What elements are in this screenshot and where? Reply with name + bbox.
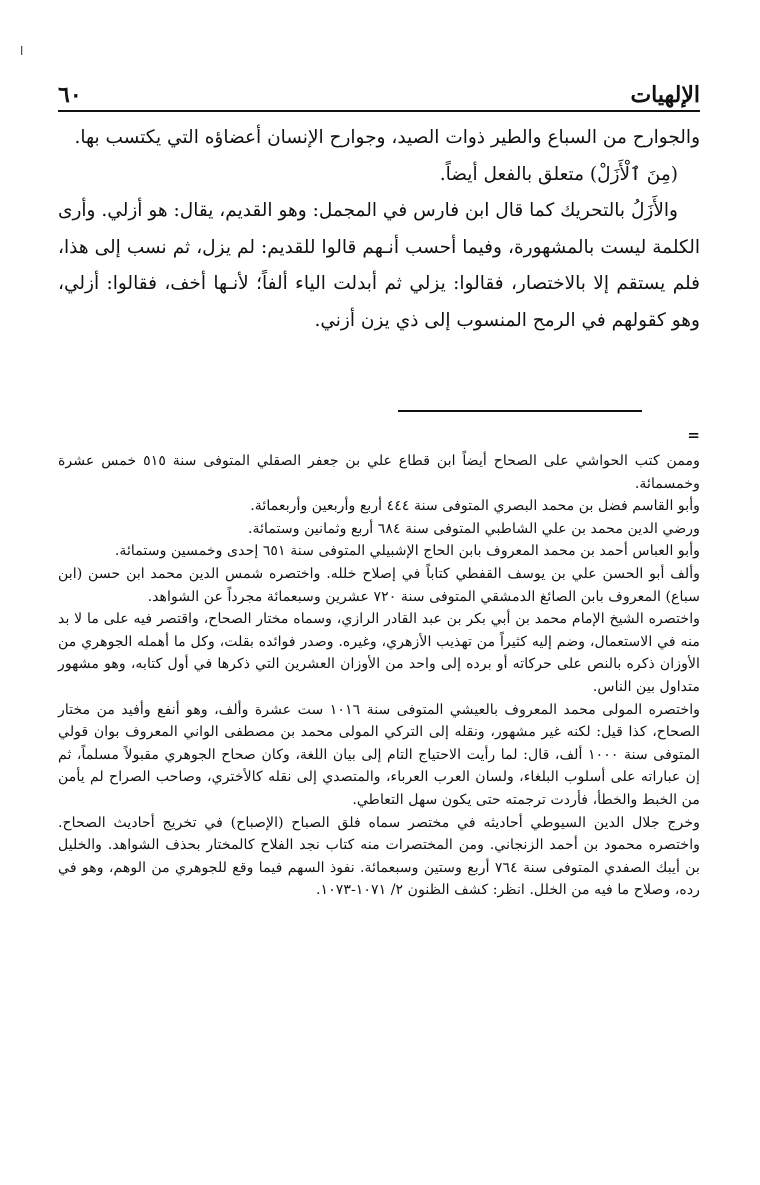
main-paragraph: والجوارح من السباع والطير ذوات الصيد، وجوارح الإنسان أعضاؤه التي يكتسب بها. (74, 127, 700, 148)
running-header (58, 70, 700, 108)
footnote-paragraph: واختصره المولى محمد المعروف بالعيشي المتوفى سنة ١٠١٦ ست عشرة وألف، وهو أنفع وأفيد من مختار الصحاح، كذا قيل: لكنه غير مشهور، ونقله إلى التركي المولى محمد بن مصطفى الواني المعروف بوان قولي المتوفى سنة ١٠٠٠ ألف، قال: لما رأيت الاحتياج التام إلى بيان اللغة، وكان صحاح الجوهري مقبولاً مسلماً، ثم إن عباراته على أسلوب البلغاء، ولسان العرب العرباء، والمتصدي إلى نقله كالأختري، وصاحب الصراح لم يأمن من الخبط والخطأ، فأردت ترجمته حتى يكون سهل التعاطي. (58, 701, 701, 808)
main-text (58, 120, 700, 339)
footnote-paragraph: وأبو القاسم فضل بن محمد البصري المتوفى سنة ٤٤٤ أربع وأربعين وأربعمائة. (250, 498, 700, 515)
footnote-paragraph: وخرج جلال الدين السيوطي أحاديثه في مختصر سماه فلق الصباح (الإصباح) في تخريج أحاديث الصحاح. واختصره محمود بن أحمد الزنجاني. ومن المختصرات منه كتاب نجد الفلاح كالمختار بحذف الشواهد. والخليل بن أيبك الصفدي المتوفى سنة ٧٦٤ أربع وستين وسبعمائة. نفوذ السهم فيما وقع للجوهري من الوهم، وهو في رده، وصلاح ما فيه من الخلل. انظر: كشف الظنون ٢/ ١٠٧١-١٠٧٣. (58, 814, 700, 899)
footnotes (58, 450, 700, 902)
running-title: الإلهيات (630, 82, 700, 108)
footnote-paragraph: وممن كتب الحواشي على الصحاح أيضاً ابن قطاع علي بن جعفر الصقلي المتوفى سنة ٥١٥ خمس عشرة وخمسمائة. (58, 453, 700, 492)
footnote-continuation-mark: = (687, 426, 700, 444)
footnote-separator (398, 410, 642, 412)
footnote-paragraph: وألف أبو الحسن علي بن يوسف القفطي كتاباً في إصلاح خلله. واختصره شمس الدين محمد ابن حسن (ابن سباع) المعروف بابن الصائغ الدمشقي المتوفى سنة ٧٢٠ عشرين وسبعمائة مجرداً عن الشواهد. (58, 565, 700, 605)
page-number: ٦٠ (58, 82, 82, 108)
header-rule (58, 110, 700, 112)
main-paragraph: (مِنَ ٱلْأَزَلْ) متعلق بالفعل أيضاً. (439, 163, 678, 185)
footnote-paragraph: واختصره الشيخ الإمام محمد بن أبي بكر بن عبد القادر الرازي، وسماه مختار الصحاح، واقتصر فيه على ما لا بد منه في الاستعمال، وضم إليه كثيراً من تهذيب الأزهري، وغيره. وصدر فوائده بقلت، وكل ما أهمله الجوهري من الأوزان ذكره بالنص على حركاته أو برده إلى واحد من الأوزان العشرين التي ذكرها في أول كتابه، وهو مشهور متداول بين الناس. (58, 611, 700, 695)
corner-mark: ا (20, 44, 24, 58)
footnote-paragraph: وأبو العباس أحمد بن محمد المعروف بابن الحاج الإشبيلي المتوفى سنة ٦٥١ إحدى وخمسين وستمائة. (114, 543, 700, 560)
main-paragraph: والأَزَلُ بالتحريك كما قال ابن فارس في المجمل: وهو القديم، يقال: هو أزلي. وأرى الكلمة ليست بالمشهورة، وفيما أحسب أنـهم قالوا للقديم: لم يزل، ثم نسب إلى هذا، فلم يستقم إلا بالاختصار، فقالوا: يزلي ثم أبدلت الياء ألفاً؛ لأنـها أخف، فقالوا: أزلي، وهو كقولهم في الرمح المنسوب إلى ذي يزن أزني. (58, 200, 700, 331)
footnote-paragraph: ورضي الدين محمد بن علي الشاطبي المتوفى سنة ٦٨٤ أربع وثمانين وستمائة. (247, 520, 700, 537)
